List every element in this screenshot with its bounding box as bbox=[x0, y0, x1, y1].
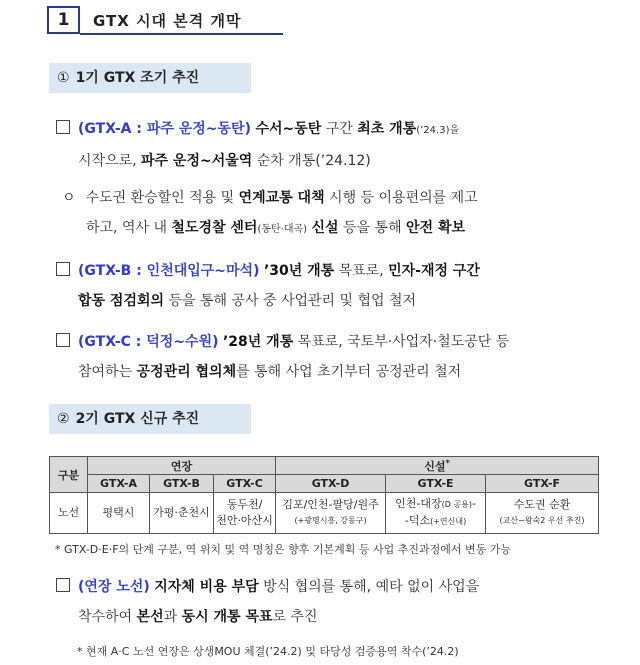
section-title-text: GTX 시대 본격 개막 bbox=[93, 12, 242, 30]
section-title bbox=[47, 6, 283, 36]
subsection-1-title: 1기 GTX 조기 추진 bbox=[75, 70, 200, 86]
checkbox-square-icon bbox=[56, 262, 70, 276]
table-col-gtx-a: GTX-A bbox=[88, 475, 150, 493]
bottom-footnote: * 현재 A·C 노선 연장은 상생MOU 체결(’24.2) 및 타당성 검증용역 착수(’24.2) bbox=[77, 645, 459, 658]
table-col-gtx-c: GTX-C bbox=[214, 475, 276, 493]
table-col-gtx-f: GTX-F bbox=[486, 475, 599, 493]
table-row-label: 노선 bbox=[50, 493, 88, 534]
paragraph-gtx-b: (GTX-B : 인천대입구~마석) ’30년 개통 목표로, 민자-재정 구간 합동 점검회의 등을 통해 공사 중 사업관리 및 협업 철저 bbox=[56, 256, 616, 316]
checkbox-square-icon bbox=[56, 578, 70, 592]
paragraph-extension: (연장 노선) 지자체 비용 부담 방식 협의를 통해, 예타 없이 사업을 착수하여 본선과 동시 개통 목표로 추진 bbox=[56, 572, 616, 632]
paragraph-gtx-c: (GTX-C : 덕정~수원) ’28년 개통 목표로, 국토부·사업자·철도공단 등 참여하는 공정관리 협의체를 통해 사업 초기부터 공정관리 철저 bbox=[56, 327, 616, 387]
cell-gtx-d: 김포/인천-팔당/원주 (+광명시흥, 강동구) bbox=[276, 493, 386, 534]
section-title-underline bbox=[80, 33, 283, 35]
subsection-1-header bbox=[49, 63, 251, 93]
table-header-new: 신설* bbox=[276, 457, 599, 475]
gtx-route-table bbox=[49, 456, 599, 534]
paragraph-safety: ㅇ 수도권 환승할인 적용 및 연계교통 대책 시행 등 이용편의를 제고 하고, 역사 내 철도경찰 센터(동탄·대곡) 신설 등을 통해 안전 확보 bbox=[62, 190, 478, 236]
table-header-group: 구분 bbox=[50, 457, 88, 493]
cell-gtx-f: 수도권 순환 (교산~왕숙2 우선 추진) bbox=[486, 493, 599, 534]
subsection-2-marker: ② bbox=[57, 411, 70, 427]
checkbox-square-icon bbox=[56, 333, 70, 347]
table-header-extension: 연장 bbox=[88, 457, 276, 475]
bullet-circle: ㅇ bbox=[62, 190, 76, 206]
table-col-gtx-e: GTX-E bbox=[386, 475, 486, 493]
paragraph-gtx-a: (GTX-A : 파주 운정~동탄) 수서~동탄 구간 최초 개통(’24.3)을 시작으로, 파주 운정~서울역 순차 개통(’24.12) bbox=[56, 114, 616, 176]
cell-gtx-a: 평택시 bbox=[88, 493, 150, 534]
section-number: 1 bbox=[47, 6, 80, 34]
cell-gtx-c: 동두천/ 천안·아산시 bbox=[214, 493, 276, 534]
cell-gtx-b: 가평·춘천시 bbox=[150, 493, 214, 534]
subsection-2-header bbox=[49, 404, 251, 434]
table-col-gtx-b: GTX-B bbox=[150, 475, 214, 493]
subsection-1-marker: ① bbox=[57, 70, 70, 86]
table-footnote: * GTX-D·E·F의 단계 구분, 역 위치 및 역 명칭은 향후 기본계획 등 사업 추진과정에서 변동 가능 bbox=[55, 543, 512, 556]
subsection-2-title: 2기 GTX 신규 추진 bbox=[75, 411, 200, 427]
table-col-gtx-d: GTX-D bbox=[276, 475, 386, 493]
cell-gtx-e: 인천-대장(D 공용)- -덕소(+연신내) bbox=[386, 493, 486, 534]
checkbox-square-icon bbox=[56, 120, 70, 134]
table-row bbox=[50, 493, 599, 534]
